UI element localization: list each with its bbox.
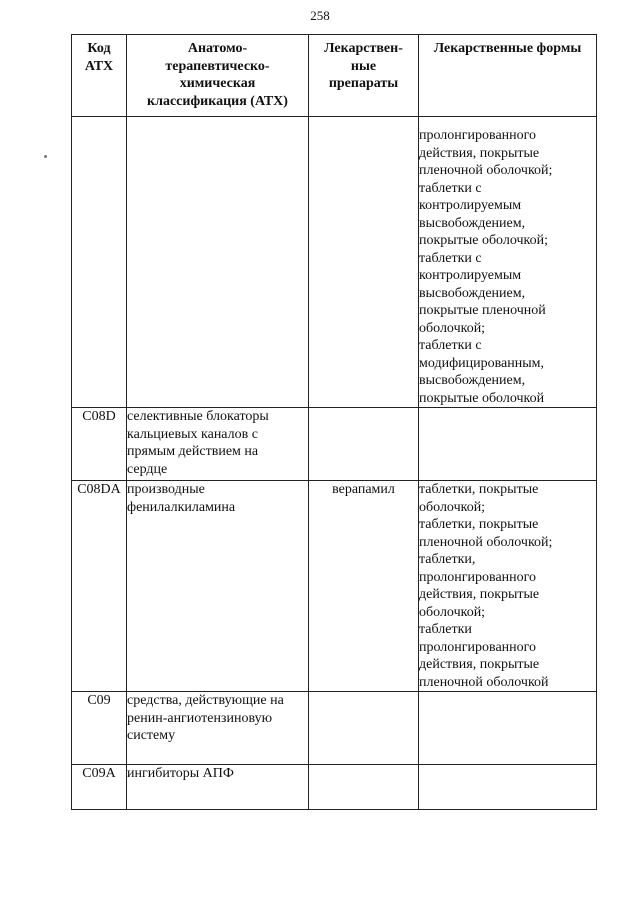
cell-code: C08D	[72, 408, 127, 481]
scan-speck	[44, 155, 47, 158]
page-number: 258	[310, 8, 330, 23]
cell-forms	[419, 692, 597, 765]
cell-forms: таблетки, покрытые оболочкой; таблетки, покрытые пленочной оболочкой; таблетки, пролонгированного действия, покрытые оболочкой; таблетки пролонгированного действия, покрытые пленочной оболочкой	[419, 481, 597, 692]
cell-classification: средства, действующие на ренин-ангиотензиновую систему	[127, 692, 309, 765]
cell-code: C09A	[72, 765, 127, 810]
cell-code	[72, 117, 127, 408]
cell-classification: селективные блокаторы кальциевых каналов с прямым действием на сердце	[127, 408, 309, 481]
cell-drug	[309, 692, 419, 765]
header-forms: Лекарственные формы	[419, 35, 597, 117]
cell-drug	[309, 765, 419, 810]
table-row	[72, 481, 597, 692]
cell-classification: ингибиторы АПФ	[127, 765, 309, 810]
header-code: Код АТХ	[72, 35, 127, 117]
cell-drug	[309, 117, 419, 408]
table-row	[72, 408, 597, 481]
cell-forms	[419, 765, 597, 810]
header-classification: Анатомо- терапевтическо- химическая классификация (АТХ)	[127, 35, 309, 117]
table-row	[72, 117, 597, 408]
cell-classification	[127, 117, 309, 408]
table-row	[72, 692, 597, 765]
cell-forms: пролонгированного действия, покрытые пленочной оболочкой; таблетки с контролируемым высвобождением, покрытые оболочкой; таблетки с контролируемым высвобождением, покрытые пленочной оболочкой; таблетки с модифицированным, высвобождением, покрытые оболочкой	[419, 117, 597, 408]
table-row	[72, 765, 597, 810]
cell-forms	[419, 408, 597, 481]
atx-table	[71, 34, 597, 810]
cell-code: C09	[72, 692, 127, 765]
cell-drug: верапамил	[309, 481, 419, 692]
cell-classification: производные фенилалкиламина	[127, 481, 309, 692]
table-header-row	[72, 35, 597, 117]
cell-drug	[309, 408, 419, 481]
header-drugs: Лекарствен- ные препараты	[309, 35, 419, 117]
cell-code: C08DA	[72, 481, 127, 692]
